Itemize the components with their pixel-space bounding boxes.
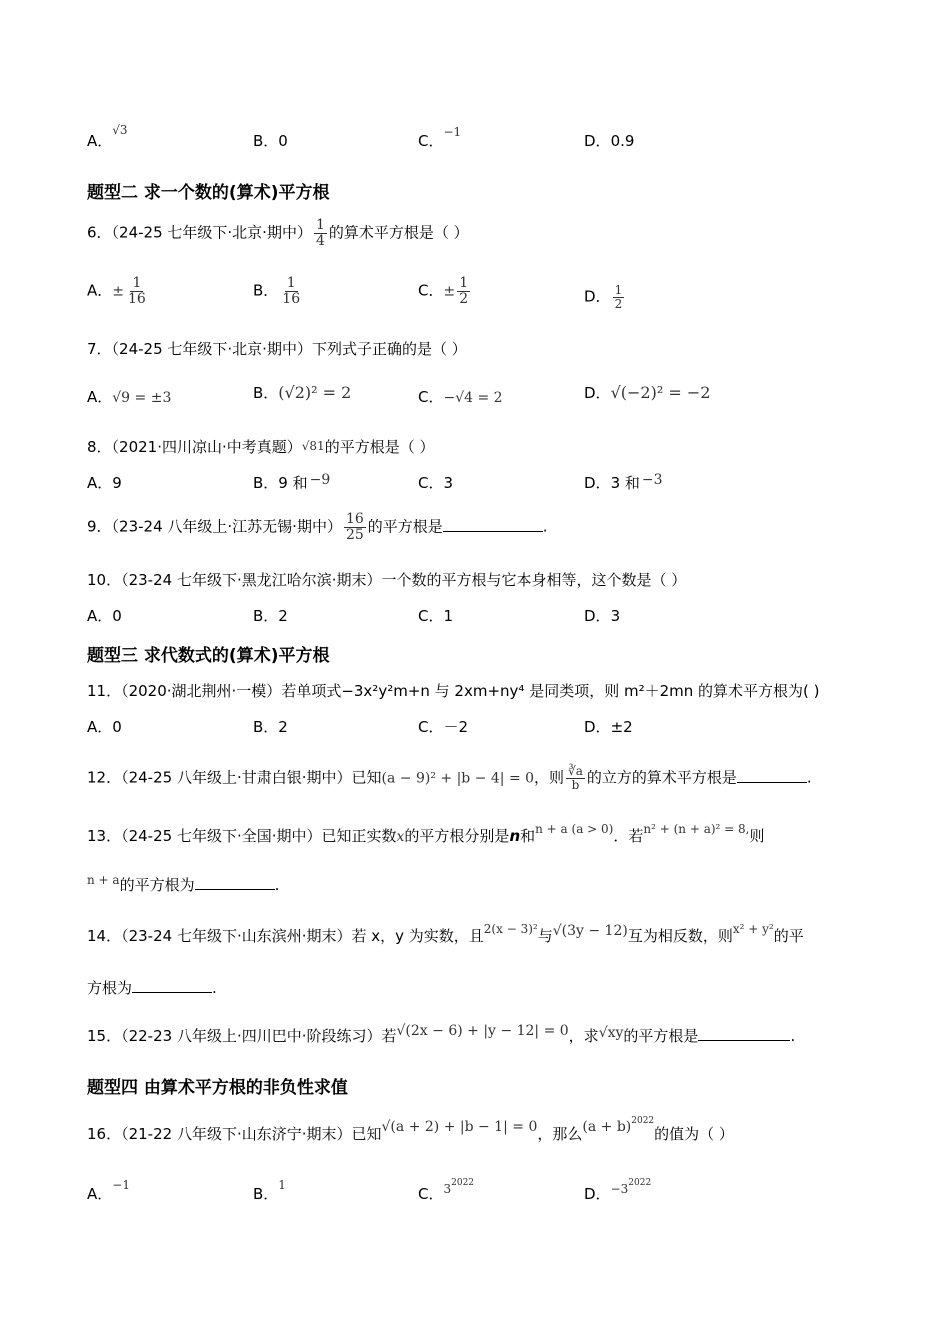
question-text: 的平 (773, 927, 804, 945)
question-text: 的平方根分别是 (404, 827, 510, 845)
question-14 (87, 922, 804, 946)
math-var: n (509, 827, 521, 845)
punctuation: . (806, 768, 812, 787)
question-number: 14． (87, 927, 122, 945)
math-expr: −1 (112, 1178, 130, 1192)
option-value: 0.9 (610, 132, 635, 150)
question-source: （23-24 八年级上·江苏无锡·期中） (111, 517, 342, 536)
question-text: 的平方根是 (367, 517, 443, 536)
math-exponent: 2022 (631, 1116, 655, 1126)
question-text: 互为相反数，则 (627, 927, 733, 945)
question-text: 为( ) (788, 682, 820, 700)
q8-option-d[interactable] (584, 472, 663, 493)
math-expr: √81 (301, 439, 325, 453)
math-expr: √(3y − 12) (552, 923, 628, 939)
option-label: A． (87, 718, 113, 736)
question-number: 9． (87, 517, 112, 536)
q16-option-b[interactable] (253, 1178, 286, 1204)
option-label: A． (87, 132, 113, 150)
question-text: ，则 (534, 768, 565, 787)
option-value: 0 (112, 718, 122, 736)
question-number: 15． (87, 1027, 122, 1045)
option-value: ±2 (610, 718, 633, 736)
option-value: 3 (610, 607, 621, 625)
option-label: B． (253, 718, 279, 736)
q8-option-a[interactable] (87, 472, 122, 493)
question-text: 一个数的平方根与它本身相等，这个数是（ ） (381, 571, 687, 589)
q11-option-d[interactable] (584, 716, 633, 737)
math-expr: −3 (641, 472, 663, 488)
question-text: 若单项式−3x²y²m+n 与 2xm+ny⁴ 是同类项，则 m²＋2mn 的 (281, 682, 714, 700)
question-text: 则 (749, 827, 765, 845)
question-16 (87, 1116, 734, 1144)
section-heading-2: 题型二 求一个数的(算术)平方根 (87, 183, 330, 203)
question-text: ．若 (613, 827, 644, 845)
option-label: A． (87, 1185, 113, 1203)
question-13-cont (87, 874, 279, 895)
math-expr: n + a (87, 873, 120, 887)
math-expr: −1 (443, 125, 462, 139)
q16-option-d[interactable] (584, 1178, 652, 1204)
option-label: D． (584, 474, 611, 492)
fraction: $\frac{16}{25}$ (345, 511, 364, 543)
question-source: （24-25 七年级下·北京·期中） (111, 223, 312, 242)
option-label: D． (584, 384, 611, 402)
fraction: $\frac{1}{16}$ (282, 275, 301, 307)
option-label: A． (87, 607, 113, 625)
question-text: 若 (381, 1027, 397, 1045)
option-label: C． (418, 1185, 444, 1203)
question-text: ，那么 (537, 1125, 583, 1143)
option-value: 1 (443, 607, 454, 625)
question-source: （21-22 八年级下·山东济宁·期末） (121, 1125, 352, 1143)
question-number: 11． (87, 682, 122, 700)
q6-option-a[interactable] (87, 276, 150, 306)
question-11 (87, 680, 820, 701)
option-label: C． (418, 607, 444, 625)
question-number: 10． (87, 571, 122, 589)
math-exponent: 2022 (628, 1178, 652, 1188)
math-expr: 1 (278, 1178, 286, 1192)
q5-option-a[interactable] (87, 123, 128, 151)
q6-option-d[interactable] (584, 284, 626, 310)
option-label: C． (418, 281, 444, 300)
q5-option-d[interactable] (584, 130, 634, 151)
math-expr: 3 (443, 1182, 452, 1196)
question-8 (87, 436, 434, 457)
math-expr: √(a + 2) + |b − 1| = 0 (381, 1119, 538, 1135)
option-label: D． (584, 287, 611, 306)
math-expr: x² + y² (732, 922, 774, 936)
option-value: 0 (112, 607, 122, 625)
question-text: 若 x，y 为实数，且 (351, 927, 484, 945)
answer-blank[interactable] (443, 517, 543, 532)
q5-option-b[interactable] (253, 130, 288, 151)
question-number: 6． (87, 223, 112, 242)
math-expr: √xy (598, 1025, 624, 1041)
question-source: （24-25 七年级下·北京·期中） (111, 340, 312, 358)
option-value: 3 和 (610, 474, 640, 492)
fraction: $\frac{1}{2}$ (459, 275, 469, 307)
option-label: B． (253, 1185, 279, 1203)
option-label: A． (87, 281, 113, 300)
answer-blank[interactable] (195, 875, 275, 890)
q7-option-b[interactable] (253, 382, 351, 403)
question-text: 的算术平方根是（ ） (328, 223, 469, 242)
option-value: 0 (278, 132, 288, 150)
question-text: 的平方根为 (119, 876, 195, 894)
question-text: 和 (520, 827, 536, 845)
question-text: 已知 (351, 768, 382, 787)
answer-blank[interactable] (737, 768, 807, 783)
fraction: $\frac{1}{2}$ (614, 283, 623, 311)
question-13 (87, 822, 765, 846)
punctuation: . (212, 979, 217, 997)
option-label: A． (87, 474, 113, 492)
option-label: C． (418, 388, 444, 406)
question-number: 13． (87, 827, 122, 845)
option-label: D． (584, 132, 611, 150)
question-6 (87, 218, 469, 248)
question-12 (87, 765, 812, 791)
question-number: 16． (87, 1125, 122, 1143)
punctuation: . (790, 1027, 796, 1045)
question-text: 方根为 (87, 979, 133, 997)
option-value: 2 (278, 607, 288, 625)
emphasized-text: 算术平方根 (713, 682, 789, 700)
math-expr: √(−2)² = −2 (610, 383, 711, 402)
question-9 (87, 512, 548, 542)
math-sign: ± (112, 283, 124, 300)
option-label: D． (584, 607, 611, 625)
q8-option-b[interactable] (253, 472, 330, 493)
math-var: x (396, 829, 405, 845)
question-15 (87, 1025, 795, 1046)
question-text: 已知正实数 (321, 827, 397, 845)
math-expr: n² + (n + a)² = 8, (643, 822, 750, 836)
question-text: 下列式子正确的是（ ） (311, 340, 467, 358)
question-14-cont (87, 977, 217, 998)
math-expr: (a − 9)² + |b − 4| = 0 (381, 770, 535, 787)
math-expr: (a + b) (582, 1119, 632, 1135)
q10-option-d[interactable] (584, 605, 620, 626)
option-label: D． (584, 1185, 611, 1203)
q8-option-c[interactable] (418, 472, 453, 493)
math-sign: ± (443, 283, 456, 300)
option-label: C． (418, 132, 444, 150)
question-10 (87, 569, 686, 590)
option-value: 3 (443, 474, 454, 492)
question-number: 8． (87, 438, 112, 456)
q7-option-c[interactable] (418, 386, 503, 407)
option-label: A． (87, 388, 113, 406)
math-expr: −9 (309, 472, 331, 488)
option-label: B． (253, 384, 279, 402)
question-7 (87, 338, 467, 359)
option-label: D． (584, 718, 611, 736)
option-value: 2 (278, 718, 288, 736)
q16-option-a[interactable] (87, 1178, 130, 1204)
question-text: 已知 (351, 1125, 382, 1143)
question-text: ，求 (568, 1027, 599, 1045)
option-label: B． (253, 607, 279, 625)
q10-option-b[interactable] (253, 605, 288, 626)
question-source: （2020·湖北荆州·一模） (121, 682, 282, 700)
q10-option-a[interactable] (87, 605, 122, 626)
question-text: 的平方根是 (623, 1027, 699, 1045)
math-exponent: 2022 (451, 1178, 475, 1188)
math-expr: −3 (610, 1182, 629, 1196)
option-value: 9 和 (278, 474, 308, 492)
fraction: $\frac{1}{4}$ (315, 217, 325, 249)
q16-option-c[interactable] (418, 1178, 475, 1204)
question-number: 12． (87, 768, 122, 787)
option-value: －2 (443, 718, 469, 736)
math-expr: √3 (112, 123, 128, 137)
q11-option-c[interactable] (418, 716, 468, 737)
question-source: （24-25 八年级上·甘肃白银·期中） (121, 768, 352, 787)
math-expr: (√2)² = 2 (278, 383, 352, 402)
option-label: C． (418, 718, 444, 736)
question-text: 的立方的算术平方根是 (586, 768, 737, 787)
math-expr: 2(x − 3)² (483, 922, 538, 936)
punctuation: . (274, 876, 280, 894)
math-expr: −√4 = 2 (443, 390, 503, 406)
option-label: C． (418, 474, 444, 492)
answer-blank[interactable] (698, 1026, 790, 1041)
fraction: $\frac{∛a}{b}$ (568, 764, 583, 792)
question-text: 与 (537, 927, 553, 945)
question-source: （2021·四川凉山·中考真题） (111, 438, 302, 456)
question-source: （23-24 七年级下·山东滨州·期末） (121, 927, 352, 945)
section-heading-4: 题型四 由算术平方根的非负性求值 (87, 1078, 348, 1098)
fraction: $\frac{1}{16}$ (128, 275, 146, 307)
math-expr: n + a (a > 0) (535, 822, 614, 836)
option-label: B． (253, 281, 279, 300)
answer-blank[interactable] (132, 978, 212, 993)
q11-option-b[interactable] (253, 716, 288, 737)
option-value: 9 (112, 474, 122, 492)
q6-option-b[interactable] (253, 276, 304, 306)
punctuation: . (542, 517, 548, 536)
option-label: B． (253, 132, 279, 150)
math-expr: √(2x − 6) + |y − 12| = 0 (396, 1023, 569, 1039)
q6-option-c[interactable] (418, 276, 472, 306)
option-label: B． (253, 474, 279, 492)
q7-option-d[interactable] (584, 382, 710, 403)
question-source: （23-24 七年级下·黑龙江哈尔滨·期末） (121, 571, 382, 589)
question-source: （24-25 七年级下·全国·期中） (121, 827, 322, 845)
q7-option-a[interactable] (87, 386, 171, 407)
question-source: （22-23 八年级上·四川巴中·阶段练习） (121, 1027, 382, 1045)
question-number: 7． (87, 340, 112, 358)
question-text: 的平方根是（ ） (324, 438, 435, 456)
q10-option-c[interactable] (418, 605, 453, 626)
question-text: 的值为（ ） (654, 1125, 734, 1143)
section-heading-3: 题型三 求代数式的(算术)平方根 (87, 646, 330, 666)
math-expr: √9 = ±3 (112, 390, 172, 406)
q11-option-a[interactable] (87, 716, 122, 737)
q5-option-c[interactable] (418, 125, 462, 151)
